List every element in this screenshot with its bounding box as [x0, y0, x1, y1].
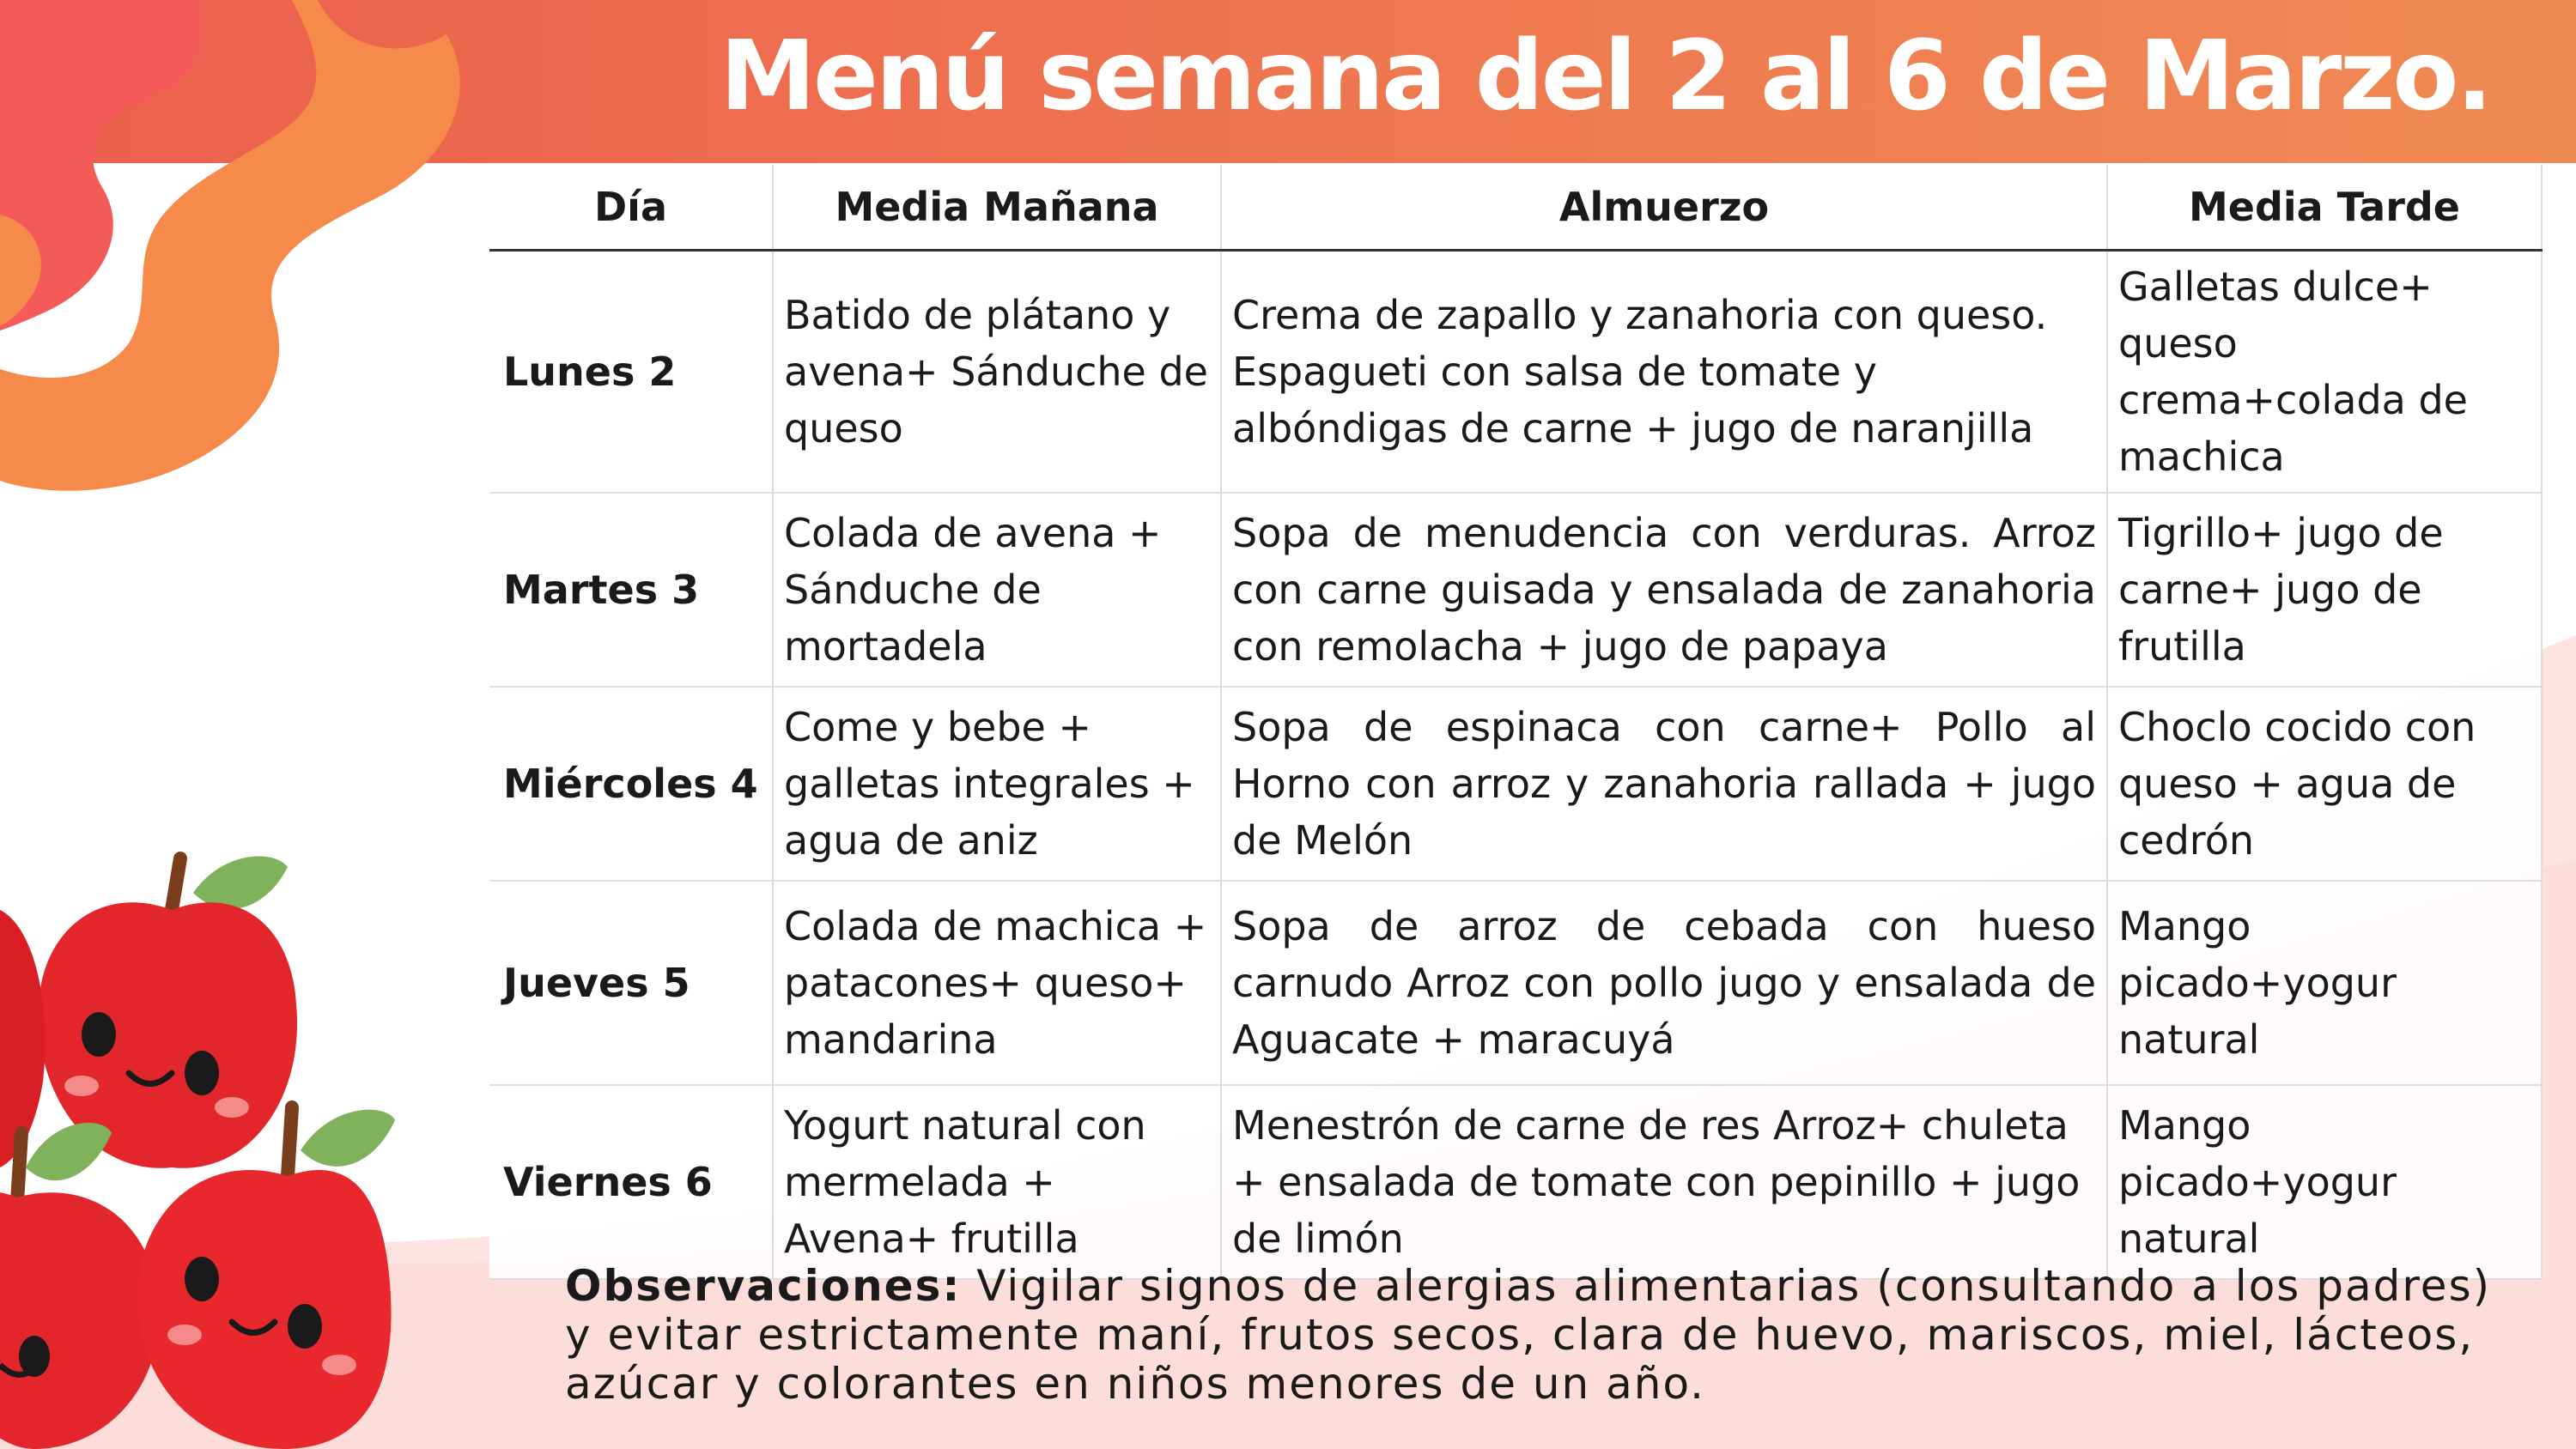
menu-table [489, 165, 2543, 1280]
header-dia: Día [489, 165, 773, 251]
day-cell: Miércoles 4 [489, 687, 773, 881]
almuerzo-cell: Menestrón de carne de res Arroz+ chuleta + ensalada de tomate con pepinillo + jugo de limón [1221, 1085, 2107, 1279]
media-manana-cell: Colada de machica + patacones+ queso+ mandarina [773, 881, 1221, 1085]
table-row [489, 687, 2542, 881]
media-manana-cell: Come y bebe + galletas integrales + agua de aniz [773, 687, 1221, 881]
almuerzo-cell: Crema de zapallo y zanahoria con queso. Espagueti con salsa de tomate y albóndigas de carne + jugo de naranjilla [1221, 251, 2107, 494]
observations [565, 1262, 2497, 1409]
media-manana-cell: Batido de plátano y avena+ Sánduche de queso [773, 251, 1221, 494]
almuerzo-cell: Sopa de menudencia con verduras. Arroz con carne guisada y ensalada de zanahoria con remolacha + jugo de papaya [1221, 493, 2107, 687]
almuerzo-cell: Sopa de espinaca con carne+ Pollo al Horno con arroz y zanahoria rallada + jugo de Melón [1221, 687, 2107, 881]
media-tarde-cell: Mango picado+yogur natural [2107, 881, 2542, 1085]
header-almuerzo: Almuerzo [1221, 165, 2107, 251]
header-media-manana: Media Mañana [773, 165, 1221, 251]
media-manana-cell: Colada de avena + Sánduche de mortadela [773, 493, 1221, 687]
day-cell: Jueves 5 [489, 881, 773, 1085]
day-cell: Viernes 6 [489, 1085, 773, 1279]
table-row [489, 251, 2542, 494]
media-tarde-cell: Galletas dulce+ queso crema+colada de machica [2107, 251, 2542, 494]
day-cell: Martes 3 [489, 493, 773, 687]
table-row [489, 493, 2542, 687]
almuerzo-cell: Sopa de arroz de cebada con hueso carnudo Arroz con pollo jugo y ensalada de Aguacate + maracuyá [1221, 881, 2107, 1085]
media-tarde-cell: Mango picado+yogur natural [2107, 1085, 2542, 1279]
header-media-tarde: Media Tarde [2107, 165, 2542, 251]
page-title: Menú semana del 2 al 6 de Marzo. [720, 21, 2490, 132]
table-row [489, 1085, 2542, 1279]
table-header-row [489, 165, 2542, 251]
media-manana-cell: Yogurt natural con mermelada + Avena+ frutilla [773, 1085, 1221, 1279]
day-cell: Lunes 2 [489, 251, 773, 494]
observations-label: Observaciones: [565, 1261, 962, 1311]
table-row [489, 881, 2542, 1085]
media-tarde-cell: Choclo cocido con queso + agua de cedrón [2107, 687, 2542, 881]
observations-text: Vigilar signos de alergias alimentarias (consultando a los padres) y evitar estrictamente maní, frutos secos, clara de huevo, mariscos, miel, lácteos, azúcar y colorantes en niños menores de un año. [565, 1261, 2492, 1409]
media-tarde-cell: Tigrillo+ jugo de carne+ jugo de frutilla [2107, 493, 2542, 687]
